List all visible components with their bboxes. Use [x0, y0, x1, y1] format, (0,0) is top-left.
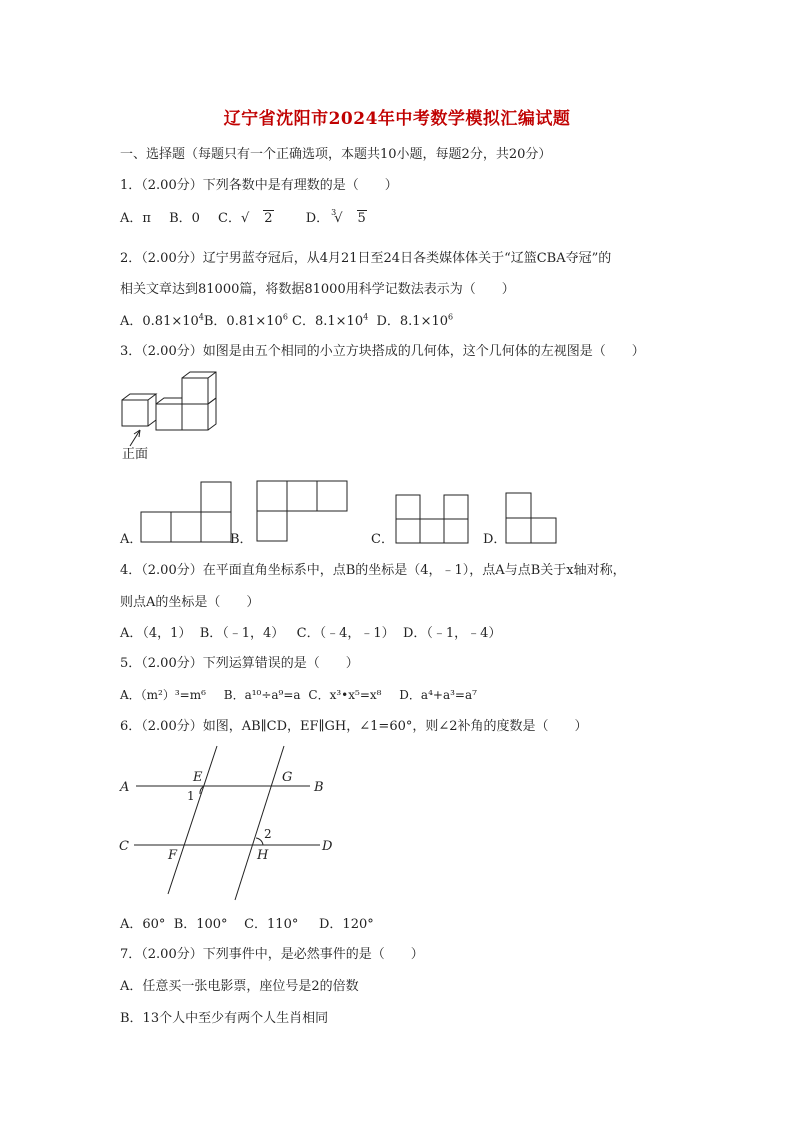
q5-stem: 5．（2.00分）下列运算错误的是（ ） — [120, 656, 359, 671]
label-e: E — [193, 770, 203, 785]
q3-option-a-label: A． — [120, 532, 143, 547]
section-heading: 一、选择题（每题只有一个正确选项，本题共10小题，每题2分，共20分） — [120, 147, 552, 162]
front-view-label: 正面 — [122, 447, 149, 462]
angle-2-label: 2 — [264, 827, 272, 841]
page-title: 辽宁省沈阳市2024年中考数学模拟汇编试题 — [223, 109, 571, 129]
q2-option-b: B．$0.81\times 10^6$ — [203, 312, 288, 329]
q5-option-a: A．（m²）³=m⁶ — [120, 688, 206, 702]
q7-option-b: B．13个人中至少有两个人生肖相同 — [120, 1011, 329, 1026]
label-b: B — [314, 780, 324, 795]
q3-option-d-label: D． — [483, 532, 507, 547]
q6-stem: 6．（2.00分）如图，AB∥CD，EF∥GH，∠1=60°，则∠2补角的度数是（ ） — [120, 719, 588, 734]
q5-option-b: B．a¹⁰÷a⁹=a — [223, 688, 301, 702]
q1-stem: 1．（2.00分）下列各数中是有理数的是（ ） — [120, 178, 398, 193]
label-d: D — [322, 839, 333, 854]
q2-option-d: D．$8.1\times 10^6$ — [376, 312, 454, 329]
q5-option-c: C．x³•x⁵=x⁸ — [308, 688, 382, 702]
q5-option-d: D．a⁴+a³=a⁷ — [399, 688, 477, 702]
q5-options — [120, 686, 491, 704]
q4-stem-line1: 4．（2.00分）在平面直角坐标系中，点B的坐标是（4，﹣1），点A与点B关于x轴对称， — [120, 563, 626, 578]
q4-stem-line2: 则点A的坐标是（ ） — [120, 595, 260, 610]
angle-1-label: 1 — [187, 789, 195, 803]
q3-option-b-figure — [256, 480, 348, 542]
q3-option-d-figure — [505, 492, 557, 544]
q2-options — [120, 313, 453, 331]
q6-parallel-lines-figure — [112, 742, 342, 904]
q7-stem: 7．（2.00分）下列事件中，是必然事件的是（ ） — [120, 947, 424, 962]
q2-option-c: C．$8.1\times 10^4$ — [292, 312, 369, 329]
q6-options: A．60° B．100° C．110° D．120° — [120, 917, 374, 932]
q3-option-c-figure — [395, 494, 469, 544]
label-a: A — [120, 780, 130, 795]
q3-option-c-label: C． — [371, 532, 394, 547]
q7-option-a: A．任意买一张电影票，座位号是2的倍数 — [120, 979, 359, 994]
label-g: G — [282, 770, 293, 785]
q3-stem: 3．（2.00分）如图是由五个相同的小立方块搭成的几何体，这个几何体的左视图是（ ） — [120, 344, 645, 359]
q2-stem-line2: 相关文章达到81000篇，将数据81000用科学记数法表示为（ ） — [120, 282, 515, 297]
label-f: F — [168, 848, 178, 863]
label-c: C — [119, 839, 129, 854]
q3-option-a-figure — [140, 481, 232, 543]
q1-options — [120, 207, 395, 228]
q1-option-a: A．π — [120, 211, 151, 226]
q3-option-b-label: B． — [230, 532, 253, 547]
label-h: H — [257, 848, 269, 863]
q2-stem-line1: 2．（2.00分）辽宁男蓝夺冠后，从4月21日至24日各类媒体体关于“辽篮CBA夺冠”的 — [120, 251, 612, 266]
q2-option-a: A．$0.81\times 10^4$ — [120, 312, 204, 329]
q1-option-d: D． $^3$√ 5 — [305, 207, 366, 226]
q1-option-b: B．0 — [169, 211, 200, 226]
q1-option-c: C．√ 2 — [218, 211, 273, 226]
q4-options: A．（4，1） B．（﹣1，4） C．（﹣4，﹣1） D．（﹣1，﹣4） — [120, 626, 502, 641]
